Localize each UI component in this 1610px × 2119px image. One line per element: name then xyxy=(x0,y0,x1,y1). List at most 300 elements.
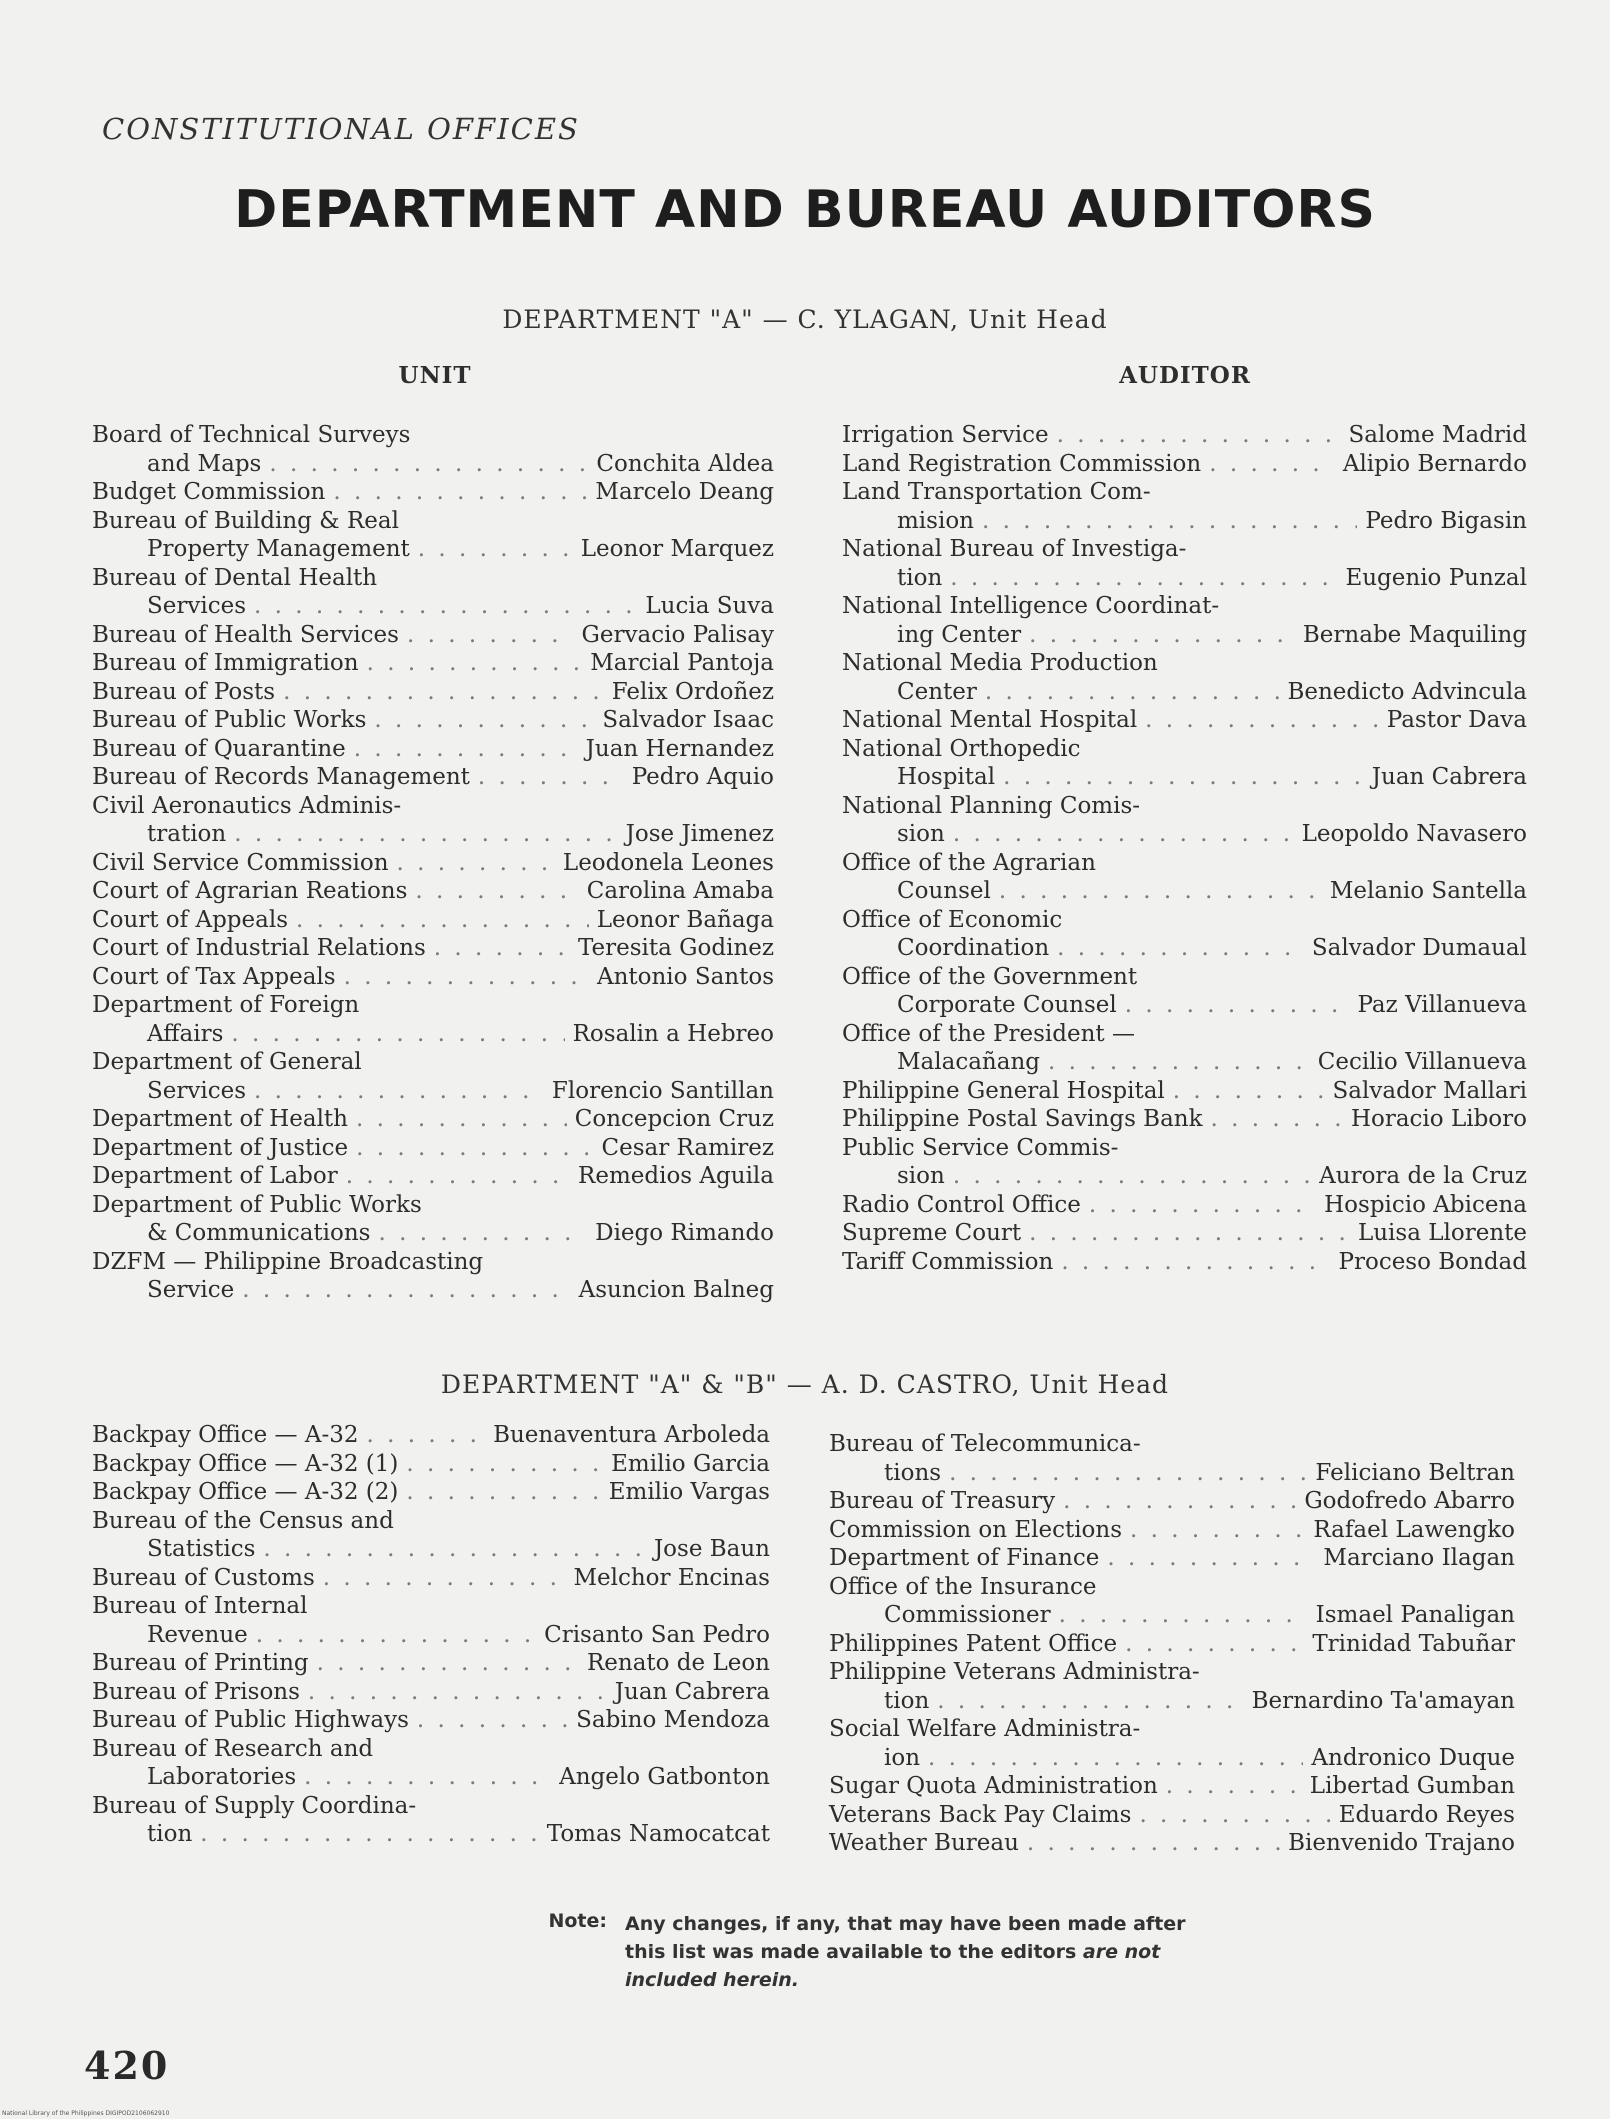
unit-name: National Bureau of Investiga- xyxy=(842,536,1187,562)
section-a-heading: DEPARTMENT "A" — C. YLAGAN, Unit Head xyxy=(502,305,1108,334)
leader-dots xyxy=(1029,1219,1350,1248)
leader-dots xyxy=(346,1162,570,1191)
entry-line xyxy=(842,1248,1527,1277)
entry-line xyxy=(842,450,1527,479)
directory-entry xyxy=(92,1134,774,1163)
leader-dots xyxy=(379,1219,588,1248)
entry-line xyxy=(92,678,774,707)
unit-name: Public Service Commis- xyxy=(842,1134,1119,1161)
entry-line xyxy=(842,1191,1527,1220)
entry-line xyxy=(92,1191,774,1220)
leader-dots xyxy=(333,478,587,507)
leader-dots xyxy=(317,1649,579,1678)
unit-name: Backpay Office — A-32 (1) xyxy=(92,1450,399,1477)
directory-entry xyxy=(92,1649,770,1678)
unit-name: Bureau of the Census and xyxy=(92,1507,394,1534)
unit-name: mision xyxy=(897,507,974,534)
leader-dots xyxy=(234,820,617,849)
unit-name: sion xyxy=(897,1163,945,1189)
leader-dots xyxy=(269,450,588,479)
directory-entry xyxy=(829,1487,1515,1516)
entry-line xyxy=(829,1516,1515,1545)
leader-dots xyxy=(1048,1048,1310,1077)
unit-name: Irrigation Service xyxy=(842,422,1049,448)
unit-name: Civil Service Commission xyxy=(92,849,389,876)
auditor-name: Felix Ordoñez xyxy=(611,678,774,705)
directory-entry xyxy=(92,649,774,678)
leader-dots xyxy=(1145,706,1379,735)
entry-line xyxy=(92,792,774,821)
leader-dots xyxy=(367,1421,486,1450)
leader-dots xyxy=(356,1105,567,1134)
auditor-name: Leonor Marquez xyxy=(580,536,774,562)
directory-entry xyxy=(92,1162,774,1191)
entry-line xyxy=(842,763,1527,792)
auditor-name: Horacio Liboro xyxy=(1350,1106,1527,1132)
leader-dots xyxy=(283,678,604,707)
leader-dots xyxy=(1029,621,1295,650)
unit-name: National Orthopedic xyxy=(842,735,1081,762)
page-number: 420 xyxy=(84,2043,170,2088)
entry-line xyxy=(92,1507,770,1536)
auditor-name: Leonor Bañaga xyxy=(596,906,774,933)
directory-entry xyxy=(842,849,1527,906)
leader-dots xyxy=(1059,1601,1308,1630)
auditor-name: Rafael Lawengko xyxy=(1313,1516,1515,1543)
leader-dots xyxy=(254,592,637,621)
directory-entry xyxy=(842,1077,1527,1106)
directory-entry xyxy=(92,564,774,621)
entry-line xyxy=(842,991,1527,1020)
leader-dots xyxy=(1166,1772,1302,1801)
entry-line xyxy=(92,706,774,735)
unit-name: Tariff Commission xyxy=(842,1248,1054,1275)
entry-line xyxy=(92,1450,770,1479)
directory-entry xyxy=(829,1516,1515,1545)
auditor-name: Tomas Namocatcat xyxy=(546,1821,770,1847)
entry-line xyxy=(92,535,774,564)
auditor-name: Antonio Santos xyxy=(596,963,774,990)
entry-line xyxy=(842,421,1527,450)
auditor-name: Cecilio Villanueva xyxy=(1317,1049,1527,1075)
unit-name: Bureau of Records Management xyxy=(92,764,470,790)
entry-line xyxy=(92,1276,774,1305)
unit-name: ing Center xyxy=(897,621,1022,648)
unit-name: Affairs xyxy=(147,1020,224,1047)
unit-name: Backpay Office — A-32 xyxy=(92,1422,359,1448)
leader-dots xyxy=(418,535,573,564)
auditor-name: Crisanto San Pedro xyxy=(544,1621,770,1648)
auditor-name: Leopoldo Navasero xyxy=(1301,821,1527,847)
entry-line xyxy=(842,649,1527,678)
auditor-name: Paz Villanueva xyxy=(1357,992,1527,1018)
leader-dots xyxy=(354,735,578,764)
leader-dots xyxy=(937,1687,1243,1716)
auditor-name: Renato de Leon xyxy=(586,1650,770,1676)
entry-line xyxy=(842,706,1527,735)
auditor-name: Marcelo Deang xyxy=(595,479,774,505)
entry-line xyxy=(92,1621,770,1650)
auditor-name: Benedicto Advincula xyxy=(1287,678,1527,705)
directory-entry xyxy=(92,1507,770,1564)
leader-dots xyxy=(1063,1487,1296,1516)
auditor-name: Bernardino Ta'amayan xyxy=(1251,1687,1515,1714)
leader-dots xyxy=(982,507,1357,536)
auditor-name: Cesar Ramirez xyxy=(601,1134,774,1161)
unit-name: tion xyxy=(147,1821,193,1847)
unit-name: Bureau of Printing xyxy=(92,1650,309,1676)
directory-entry xyxy=(92,1105,774,1134)
auditor-name: Eduardo Reyes xyxy=(1338,1801,1515,1828)
entry-line xyxy=(829,1658,1515,1687)
entry-line xyxy=(829,1573,1515,1602)
unit-name: Budget Commission xyxy=(92,479,326,505)
auditor-name: Juan Cabrera xyxy=(614,1678,770,1705)
entry-line xyxy=(92,1763,770,1792)
auditor-name: Angelo Gatbonton xyxy=(559,1764,770,1790)
directory-entry xyxy=(842,906,1527,963)
entry-line xyxy=(92,421,774,450)
entry-line xyxy=(92,592,774,621)
unit-name: Philippine General Hospital xyxy=(842,1077,1165,1104)
unit-name: Backpay Office — A-32 (2) xyxy=(92,1479,399,1505)
leader-dots xyxy=(367,649,583,678)
directory-entry xyxy=(92,1478,770,1507)
entry-line xyxy=(92,1219,774,1248)
auditor-name: Alipio Bernardo xyxy=(1342,450,1527,477)
entry-line xyxy=(92,820,774,849)
leader-dots xyxy=(374,706,594,735)
directory-entry xyxy=(842,963,1527,1020)
unit-name: DZFM — Philippine Broadcasting xyxy=(92,1248,484,1275)
unit-name: Office of the Government xyxy=(842,963,1138,990)
unit-name: Bureau of Dental Health xyxy=(92,564,378,591)
leader-dots xyxy=(1057,934,1304,963)
unit-name: Bureau of Public Highways xyxy=(92,1707,409,1733)
directory-entry xyxy=(842,535,1527,592)
unit-name: ion xyxy=(884,1744,921,1771)
leader-dots xyxy=(242,1276,570,1305)
entry-line xyxy=(92,1421,770,1450)
entry-line xyxy=(92,1134,774,1163)
unit-name: Services xyxy=(147,1077,247,1104)
entry-line xyxy=(92,934,774,963)
unit-name: and Maps xyxy=(147,450,262,477)
unit-name: Bureau of Supply Coordina- xyxy=(92,1792,417,1819)
auditor-name: Emilio Vargas xyxy=(608,1479,770,1505)
entry-line xyxy=(842,564,1527,593)
auditor-name: Pedro Bigasin xyxy=(1365,507,1527,534)
directory-entry xyxy=(92,706,774,735)
directory-entry xyxy=(842,421,1527,450)
entry-line xyxy=(842,1105,1527,1134)
unit-name: Philippine Veterans Administra- xyxy=(829,1659,1200,1685)
entry-line xyxy=(842,1219,1527,1248)
auditor-name: Godofredo Abarro xyxy=(1304,1488,1515,1514)
leader-dots xyxy=(308,1678,607,1707)
directory-entry xyxy=(829,1573,1515,1630)
entry-line xyxy=(92,1792,770,1821)
leader-dots xyxy=(1027,1829,1280,1858)
directory-entry xyxy=(829,1544,1515,1573)
leader-dots xyxy=(928,1744,1303,1773)
entry-line xyxy=(842,1077,1527,1106)
leader-dots xyxy=(296,906,589,935)
entry-line xyxy=(829,1430,1515,1459)
auditor-name: Bernabe Maquiling xyxy=(1302,621,1527,648)
leader-dots xyxy=(304,1763,551,1792)
entry-line xyxy=(842,507,1527,536)
entry-line xyxy=(842,592,1527,621)
auditor-name: Jose Jimenez xyxy=(625,821,774,847)
directory-entry xyxy=(92,1048,774,1105)
unit-name: Civil Aeronautics Adminis- xyxy=(92,792,402,819)
auditor-name: Asuncion Balneg xyxy=(578,1277,774,1303)
directory-entry xyxy=(92,1706,770,1735)
auditor-name: Ismael Panaligan xyxy=(1315,1602,1515,1628)
leader-dots xyxy=(1130,1516,1305,1545)
page-title: DEPARTMENT AND BUREAU AUDITORS xyxy=(234,180,1376,240)
auditor-column-header: AUDITOR xyxy=(1119,362,1251,389)
auditor-name: Marcial Pantoja xyxy=(590,650,774,676)
auditor-name: Aurora de la Cruz xyxy=(1319,1163,1527,1189)
directory-entry xyxy=(842,1105,1527,1134)
directory-entry xyxy=(842,735,1527,792)
entry-line xyxy=(829,1829,1515,1858)
directory-entry xyxy=(92,963,774,992)
unit-name: Bureau of Health Services xyxy=(92,621,399,648)
leader-dots xyxy=(999,877,1322,906)
directory-entry xyxy=(92,1421,770,1450)
unit-name: Department of Health xyxy=(92,1106,348,1132)
auditor-name: Leodonela Leones xyxy=(562,849,774,876)
entry-line xyxy=(92,1592,770,1621)
auditor-name: Feliciano Beltran xyxy=(1315,1459,1515,1486)
unit-name: Statistics xyxy=(147,1536,256,1562)
directory-entry xyxy=(829,1430,1515,1487)
entry-line xyxy=(92,906,774,935)
leader-dots xyxy=(254,1077,544,1106)
unit-name: Office of the Agrarian xyxy=(842,849,1096,876)
auditor-name: Libertad Gumban xyxy=(1309,1773,1515,1799)
directory-entry xyxy=(92,678,774,707)
unit-name: & Communications xyxy=(147,1220,371,1246)
auditor-name: Florencio Santillan xyxy=(551,1077,774,1104)
entry-line xyxy=(829,1772,1515,1801)
entry-line xyxy=(92,1048,774,1077)
entry-line xyxy=(92,1478,770,1507)
unit-name: Supreme Court xyxy=(842,1220,1022,1246)
auditor-name: Pastor Dava xyxy=(1386,707,1527,733)
unit-name: Corporate Counsel xyxy=(897,992,1117,1018)
auditor-name: Andronico Duque xyxy=(1311,1744,1515,1771)
unit-name: Sugar Quota Administration xyxy=(829,1773,1158,1799)
unit-name: National Planning Comis- xyxy=(842,792,1141,819)
directory-entry xyxy=(829,1772,1515,1801)
auditor-name: Gervacio Palisay xyxy=(581,621,774,648)
entry-line xyxy=(842,877,1527,906)
leader-dots xyxy=(406,1450,603,1479)
leader-dots xyxy=(953,1162,1311,1191)
leader-dots xyxy=(323,1564,566,1593)
unit-name: Philippines Patent Office xyxy=(829,1630,1118,1657)
directory-entry xyxy=(92,507,774,564)
scan-footer: National Library of the Philippines DIGIPOD2106062910 xyxy=(2,2110,170,2117)
leader-dots xyxy=(950,564,1337,593)
directory-entry xyxy=(92,1792,770,1849)
section-a-right-list xyxy=(842,421,1527,1276)
entry-line xyxy=(829,1715,1515,1744)
section-a-left-list xyxy=(92,421,774,1305)
entry-line xyxy=(829,1801,1515,1830)
directory-entry xyxy=(842,1020,1527,1077)
note-body-end: are not included herein. xyxy=(625,1941,1161,1991)
unit-name: Bureau of Treasury xyxy=(829,1488,1056,1514)
entry-line xyxy=(92,1162,774,1191)
directory-entry xyxy=(842,706,1527,735)
entry-line xyxy=(842,535,1527,564)
entry-line xyxy=(92,849,774,878)
unit-name: Land Transportation Com- xyxy=(842,479,1151,505)
unit-name: Department of Labor xyxy=(92,1163,338,1189)
entry-line xyxy=(92,1077,774,1106)
entry-line xyxy=(842,1020,1527,1049)
unit-name: Office of the Insurance xyxy=(829,1573,1097,1600)
auditor-name: Rosalin a Hebreo xyxy=(572,1020,774,1047)
directory-entry xyxy=(92,1564,770,1593)
entry-line xyxy=(92,1564,770,1593)
entry-line xyxy=(92,1649,770,1678)
unit-name: Office of the President — xyxy=(842,1020,1135,1047)
entry-line xyxy=(829,1630,1515,1659)
section-ab-right-list xyxy=(829,1430,1515,1858)
entry-line xyxy=(842,906,1527,935)
auditor-name: Juan Cabrera xyxy=(1371,764,1527,790)
entry-line xyxy=(92,621,774,650)
directory-entry xyxy=(842,1134,1527,1191)
unit-name: Department of Justice xyxy=(92,1134,349,1161)
leader-dots xyxy=(1089,1191,1316,1220)
leader-dots xyxy=(949,1459,1307,1488)
auditor-name: Salome Madrid xyxy=(1348,422,1527,448)
directory-entry xyxy=(92,735,774,764)
entry-line xyxy=(842,1134,1527,1163)
unit-name: Laboratories xyxy=(147,1764,297,1790)
leader-dots xyxy=(953,820,1294,849)
entry-line xyxy=(92,877,774,906)
leader-dots xyxy=(263,1535,646,1564)
auditor-name: Melanio Santella xyxy=(1329,878,1527,904)
auditor-name: Emilio Garcia xyxy=(611,1450,770,1477)
directory-entry xyxy=(842,1191,1527,1220)
directory-entry xyxy=(842,792,1527,849)
directory-entry xyxy=(842,1219,1527,1248)
note-body: Any changes, if any, that may have been made after this list was made available to the editors xyxy=(625,1913,1186,1963)
unit-name: Department of Finance xyxy=(829,1545,1100,1571)
unit-name: Bureau of Quarantine xyxy=(92,735,346,762)
directory-entry xyxy=(829,1630,1515,1659)
leader-dots xyxy=(417,1706,568,1735)
leader-dots xyxy=(231,1020,564,1049)
auditor-name: Lucia Suva xyxy=(645,593,774,619)
directory-entry xyxy=(92,1592,770,1649)
entry-line xyxy=(92,564,774,593)
directory-entry xyxy=(92,849,774,878)
directory-entry xyxy=(92,1678,770,1707)
entry-line xyxy=(92,1820,770,1849)
unit-name: Center xyxy=(897,678,977,705)
leader-dots xyxy=(478,763,624,792)
unit-name: Bureau of Customs xyxy=(92,1564,315,1591)
unit-name: Court of Appeals xyxy=(92,906,289,933)
unit-name: Weather Bureau xyxy=(829,1830,1019,1856)
entry-line xyxy=(92,763,774,792)
leader-dots xyxy=(415,877,578,906)
directory-entry xyxy=(92,1191,774,1248)
directory-entry xyxy=(92,1735,770,1792)
unit-name: Hospital xyxy=(897,764,996,790)
unit-name: Bureau of Research and xyxy=(92,1735,374,1762)
unit-name: tration xyxy=(147,821,227,847)
leader-dots xyxy=(406,1478,600,1507)
unit-name: Counsel xyxy=(897,878,991,904)
leader-dots xyxy=(397,849,555,878)
entry-line xyxy=(92,735,774,764)
leader-dots xyxy=(1125,991,1350,1020)
entry-line xyxy=(92,450,774,479)
note-label: Note: xyxy=(548,1910,607,1932)
auditor-name: Marciano Ilagan xyxy=(1323,1545,1515,1571)
leader-dots xyxy=(1057,421,1341,450)
unit-name: Office of Economic xyxy=(842,906,1063,933)
unit-name: Department of Public Works xyxy=(92,1191,422,1218)
unit-name: National Mental Hospital xyxy=(842,707,1138,733)
entry-line xyxy=(842,478,1527,507)
auditor-name: Salvador Isaac xyxy=(602,707,774,733)
unit-name: Bureau of Public Works xyxy=(92,707,367,733)
leader-dots xyxy=(407,621,574,650)
auditor-name: Eugenio Punzal xyxy=(1345,564,1527,591)
directory-entry xyxy=(829,1801,1515,1830)
directory-entry xyxy=(92,792,774,849)
unit-name: tions xyxy=(884,1459,942,1486)
directory-entry xyxy=(92,763,774,792)
unit-name: Malacañang xyxy=(897,1049,1040,1075)
unit-name: Veterans Back Pay Claims xyxy=(829,1801,1132,1828)
auditor-name: Proceso Bondad xyxy=(1338,1248,1527,1275)
directory-entry xyxy=(92,621,774,650)
auditor-name: Diego Rimando xyxy=(595,1220,774,1246)
unit-name: Commission on Elections xyxy=(829,1516,1123,1543)
unit-name: Land Registration Commission xyxy=(842,450,1202,477)
note-text xyxy=(625,1910,1225,1994)
entry-line xyxy=(829,1544,1515,1573)
directory-entry xyxy=(92,478,774,507)
auditor-name: Concepcion Cruz xyxy=(574,1106,774,1132)
entry-line xyxy=(842,1048,1527,1077)
entry-line xyxy=(829,1744,1515,1773)
entry-line xyxy=(829,1487,1515,1516)
unit-name: Court of Tax Appeals xyxy=(92,963,336,990)
entry-line xyxy=(842,735,1527,764)
unit-name: Social Welfare Administra- xyxy=(829,1716,1141,1742)
entry-line xyxy=(842,621,1527,650)
entry-line xyxy=(829,1459,1515,1488)
directory-entry xyxy=(92,877,774,906)
entry-line xyxy=(829,1601,1515,1630)
unit-name: National Media Production xyxy=(842,650,1158,676)
unit-name: Bureau of Prisons xyxy=(92,1678,300,1705)
